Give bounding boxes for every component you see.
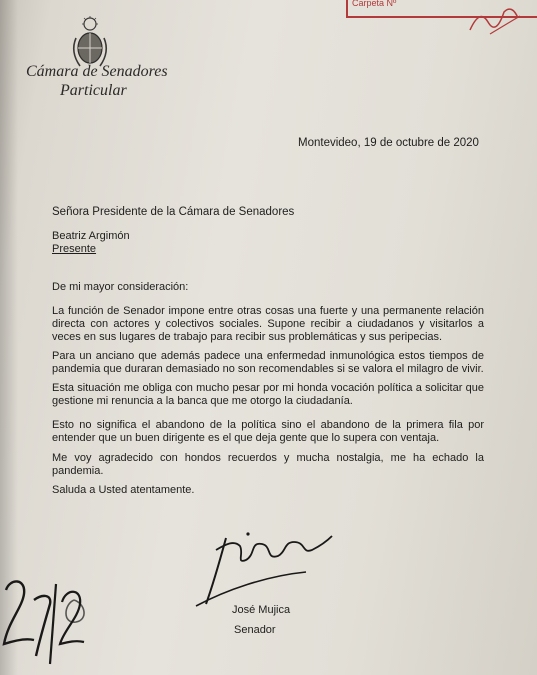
signatory-name: José Mujica bbox=[232, 604, 291, 616]
body-paragraph: Esta situación me obliga con mucho pesar por mi honda vocación política a solicitar que gestione mi renuncia a la banca que me otorgo la ciudadanía. bbox=[52, 382, 484, 407]
body-paragraph: Para un anciano que además padece una enfermedad inmunológica estos tiempos de pandemia que duraran demasiado no son recomendables si se valora el milagro de vivir. bbox=[52, 350, 484, 375]
letter-greeting: De mi mayor consideración: bbox=[52, 281, 189, 293]
handwritten-page-number bbox=[0, 560, 90, 670]
recipient-presente: Presente bbox=[52, 243, 97, 255]
stamp-label: Carpeta Nº bbox=[352, 0, 397, 8]
institution-name: Cámara de Senadores bbox=[26, 63, 168, 80]
stamp-scribble-icon bbox=[460, 0, 530, 40]
body-paragraph: Me voy agradecido con hondos recuerdos y mucha nostalgia, me ha echado la pandemia. bbox=[52, 452, 484, 477]
recipient-title: Señora Presidente de la Cámara de Senadores bbox=[52, 206, 295, 218]
recipient-name: Beatriz Argimón bbox=[52, 230, 130, 242]
signatory-title: Senador bbox=[234, 624, 276, 636]
institution-letterhead bbox=[26, 62, 176, 100]
body-paragraph: La función de Senador impone entre otras cosas una fuerte y una permanente relación directa con actores y colectivos sociales. Supone recibir a ciudadanos y visitarlos a veces en sus lugares de trabajo para recibir sus problemáticas y sus peripecias. bbox=[52, 305, 484, 343]
handwritten-signature bbox=[186, 520, 336, 610]
institution-subtitle: Particular bbox=[60, 82, 127, 99]
letter-closing: Saluda a Usted atentamente. bbox=[52, 484, 195, 496]
body-paragraph: Esto no significa el abandono de la política sino el abandono de la primera fila por entender que un buen dirigente es el que deja gente que lo supera con ventaja. bbox=[52, 419, 484, 444]
letter-date: Montevideo, 19 de octubre de 2020 bbox=[298, 137, 479, 149]
